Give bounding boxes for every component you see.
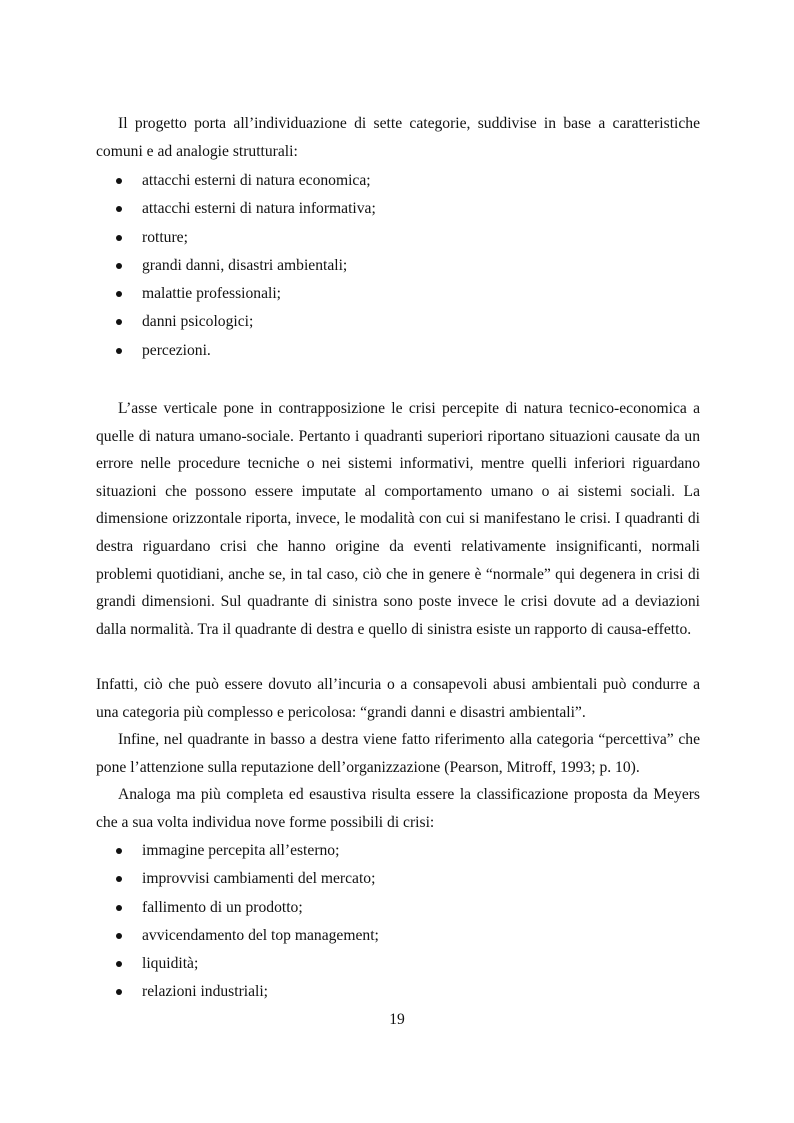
list-item: fallimento di un prodotto; [116, 894, 379, 922]
intro-paragraph: Il progetto porta all’individuazione di sette categorie, suddivise in base a caratteristiche comuni e ad analogie strutturali: [96, 115, 700, 160]
bullet-icon [116, 178, 122, 184]
list-item: malattie professionali; [116, 280, 376, 308]
list-item: attacchi esterni di natura economica; [116, 167, 376, 195]
categories-list [116, 167, 376, 365]
infatti-paragraph: Infatti, ciò che può essere dovuto all’incuria o a consapevoli abusi ambientali può condurre a una categoria più complesso e pericolosa: “grandi danni e disastri ambientali”. [96, 676, 700, 721]
bullet-icon [116, 989, 122, 995]
list-item: relazioni industriali; [116, 978, 379, 1006]
analoga-paragraph: Analoga ma più completa ed esaustiva risulta essere la classificazione proposta da Meyers che a sua volta individua nove forme possibili di crisi: [96, 786, 700, 831]
list-item: liquidità; [116, 950, 379, 978]
page-number: 19 [389, 1011, 405, 1028]
bullet-icon [116, 905, 122, 911]
bullet-icon [116, 291, 122, 297]
bullet-icon [116, 848, 122, 854]
list-item: avvicendamento del top management; [116, 922, 379, 950]
bullet-icon [116, 235, 122, 241]
bullet-icon [116, 933, 122, 939]
bullet-icon [116, 876, 122, 882]
list-item: danni psicologici; [116, 308, 376, 336]
list-item: rotture; [116, 224, 376, 252]
infine-paragraph: Infine, nel quadrante in basso a destra viene fatto riferimento alla categoria “percettiva” che pone l’attenzione sulla reputazione dell’organizzazione (Pearson, Mitroff, 1993; p. 10). [96, 731, 700, 776]
list-item: attacchi esterni di natura informativa; [116, 195, 376, 223]
list-item: percezioni. [116, 337, 376, 365]
list-item: immagine percepita all’esterno; [116, 837, 379, 865]
bullet-icon [116, 206, 122, 212]
list-item: grandi danni, disastri ambientali; [116, 252, 376, 280]
list-item: improvvisi cambiamenti del mercato; [116, 865, 379, 893]
crisis-forms-list [116, 837, 379, 1007]
bullet-icon [116, 263, 122, 269]
bullet-icon [116, 319, 122, 325]
bullet-icon [116, 348, 122, 354]
bullet-icon [116, 961, 122, 967]
vertical-axis-paragraph: L’asse verticale pone in contrapposizione le crisi percepite di natura tecnico-economica a quelle di natura umano-sociale. Pertanto i quadranti superiori riportano situazioni causate da un errore nelle procedure tecniche o nei sistemi informativi, mentre quelli inferiori riguardano situazioni che possono essere imputate al comportamento umano o ai sistemi sociali. La dimensione orizzontale riporta, invece, le modalità con cui si manifestano le crisi. I quadranti di destra riguardano crisi che hanno origine da eventi relativamente insignificanti, normali problemi quotidiani, anche se, in tal caso, ciò che in genere è “normale” qui degenera in crisi di grandi dimensioni. Sul quadrante di sinistra sono poste invece le crisi dovute ad a deviazioni dalla normalità. Tra il quadrante di destra e quello di sinistra esiste un rapporto di causa-effetto. [96, 400, 700, 638]
